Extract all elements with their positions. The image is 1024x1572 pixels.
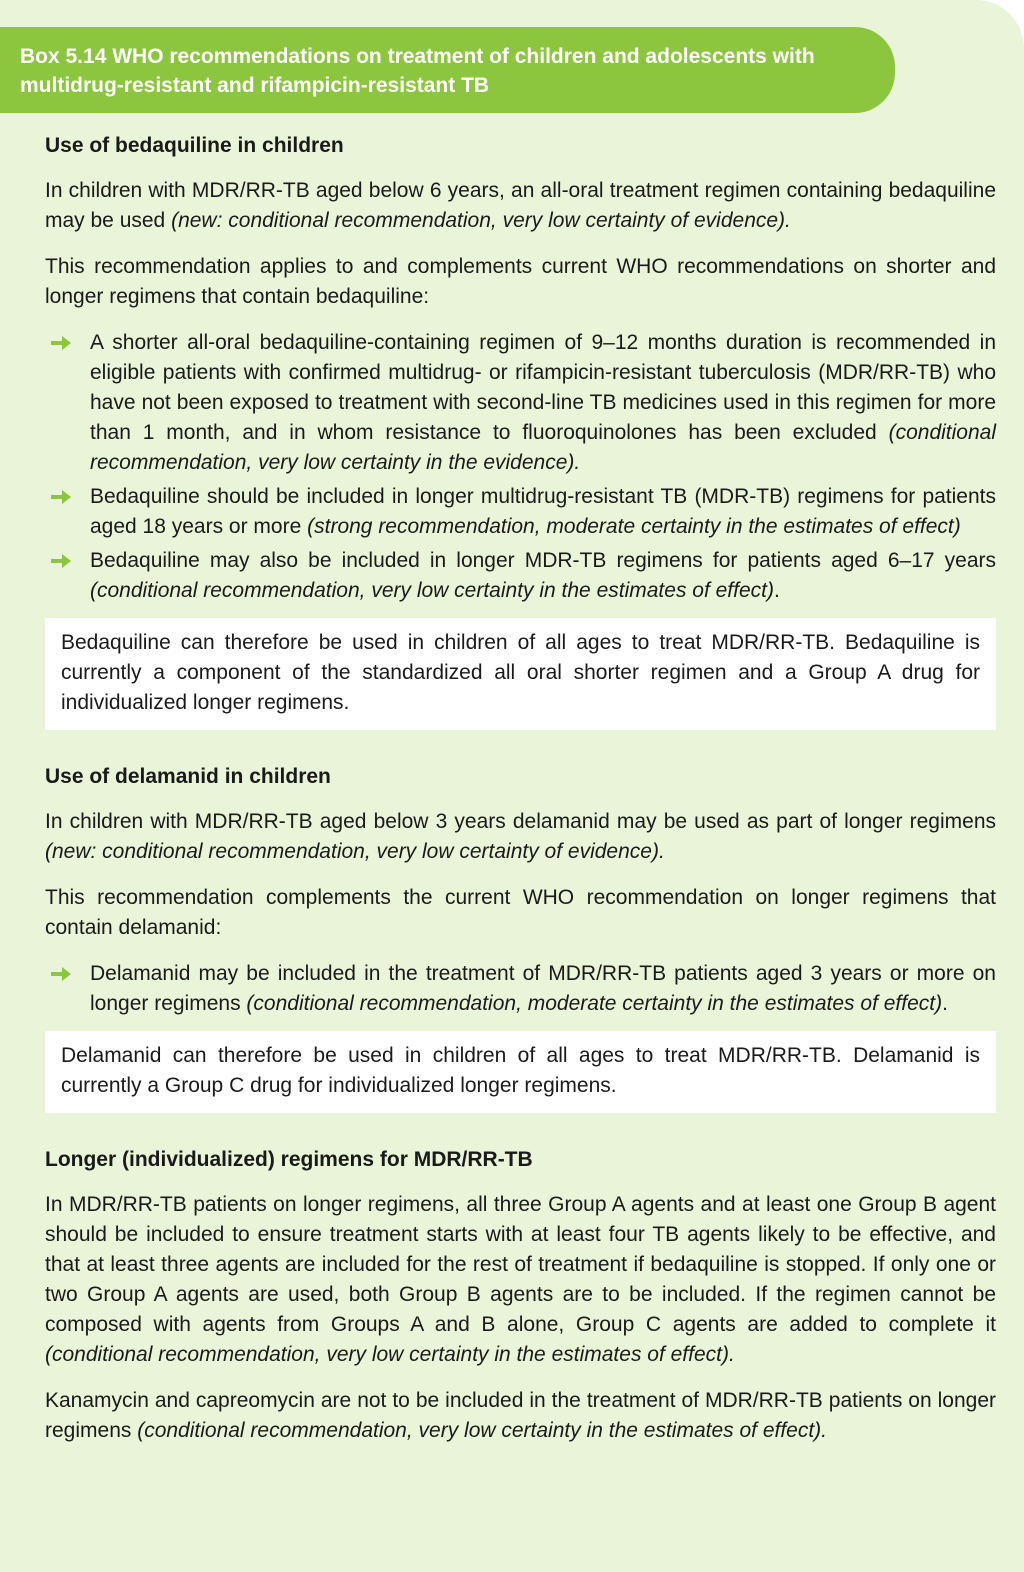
list-item: A shorter all-oral bedaquiline-containing regimen of 9–12 months duration is recommended in eligible patients with confirmed multidrug- or rifampicin-resistant tuberculosis (MDR/RR-TB) who have not been exposed to treatment with second-line TB medicines used in this regimen for more than 1 month, and in whom resistance to fluoroquinolones has been excluded (conditional recommendation, very low certainty in the evidence). — [45, 328, 996, 478]
note-box-delamanid: Delamanid can therefore be used in children of all ages to treat MDR/RR-TB. Delamanid is currently a Group C drug for individualized longer regimens. — [45, 1031, 996, 1113]
paragraph: In MDR/RR-TB patients on longer regimens, all three Group A agents and at least one Group B agent should be included to ensure treatment starts with at least four TB agents likely to be effective, and that at least three agents are included for the rest of treatment if bedaquiline is stopped. If only one or two Group A agents are used, both Group B agents are to be included. If the regimen cannot be composed with agents from Groups A and B alone, Group C agents are added to complete it (conditional recommendation, very low certainty in the estimates of effect). — [45, 1193, 996, 1366]
section-heading-bedaquiline: Use of bedaquiline in children — [45, 134, 344, 157]
arrow-right-icon — [51, 336, 71, 350]
box-title: Box 5.14 WHO recommendations on treatment of children and adolescents with multidrug-resistant and rifampicin-resistant TB — [20, 45, 815, 97]
arrow-right-icon — [51, 554, 71, 568]
section-heading-longer-regimens: Longer (individualized) regimens for MDR/RR-TB — [45, 1148, 533, 1171]
list-item: Delamanid may be included in the treatment of MDR/RR-TB patients aged 3 years or more on longer regimens (conditional recommendation, moderate certainty in the estimates of effect). — [45, 959, 996, 1019]
paragraph: This recommendation applies to and complements current WHO recommendations on shorter and longer regimens that contain bedaquiline: — [45, 255, 996, 308]
list-item: Bedaquiline should be included in longer multidrug-resistant TB (MDR-TB) regimens for patients aged 18 years or more (strong recommendation, moderate certainty in the estimates of effect) — [45, 482, 996, 542]
section-heading-delamanid: Use of delamanid in children — [45, 765, 331, 788]
box-content — [45, 131, 996, 1462]
paragraph: In children with MDR/RR-TB aged below 6 years, an all-oral treatment regimen containing bedaquiline may be used (new: conditional recommendation, very low certainty of evidence). — [45, 179, 996, 232]
recommendation-list — [45, 959, 996, 1019]
paragraph: This recommendation complements the current WHO recommendation on longer regimens that contain delamanid: — [45, 886, 996, 939]
arrow-right-icon — [51, 490, 71, 504]
paragraph: Kanamycin and capreomycin are not to be included in the treatment of MDR/RR-TB patients on longer regimens (conditional recommendation, very low certainty in the estimates of effect). — [45, 1389, 996, 1442]
paragraph: In children with MDR/RR-TB aged below 3 years delamanid may be used as part of longer regimens (new: conditional recommendation, very low certainty of evidence). — [45, 810, 996, 863]
note-box-bedaquiline: Bedaquiline can therefore be used in children of all ages to treat MDR/RR-TB. Bedaquiline is currently a component of the standardized all oral shorter regimen and a Group A drug for individualized longer regimens. — [45, 618, 996, 730]
arrow-right-icon — [51, 967, 71, 981]
list-item: Bedaquiline may also be included in longer MDR-TB regimens for patients aged 6–17 years (conditional recommendation, very low certainty in the estimates of effect). — [45, 546, 996, 606]
recommendation-list — [45, 328, 996, 606]
